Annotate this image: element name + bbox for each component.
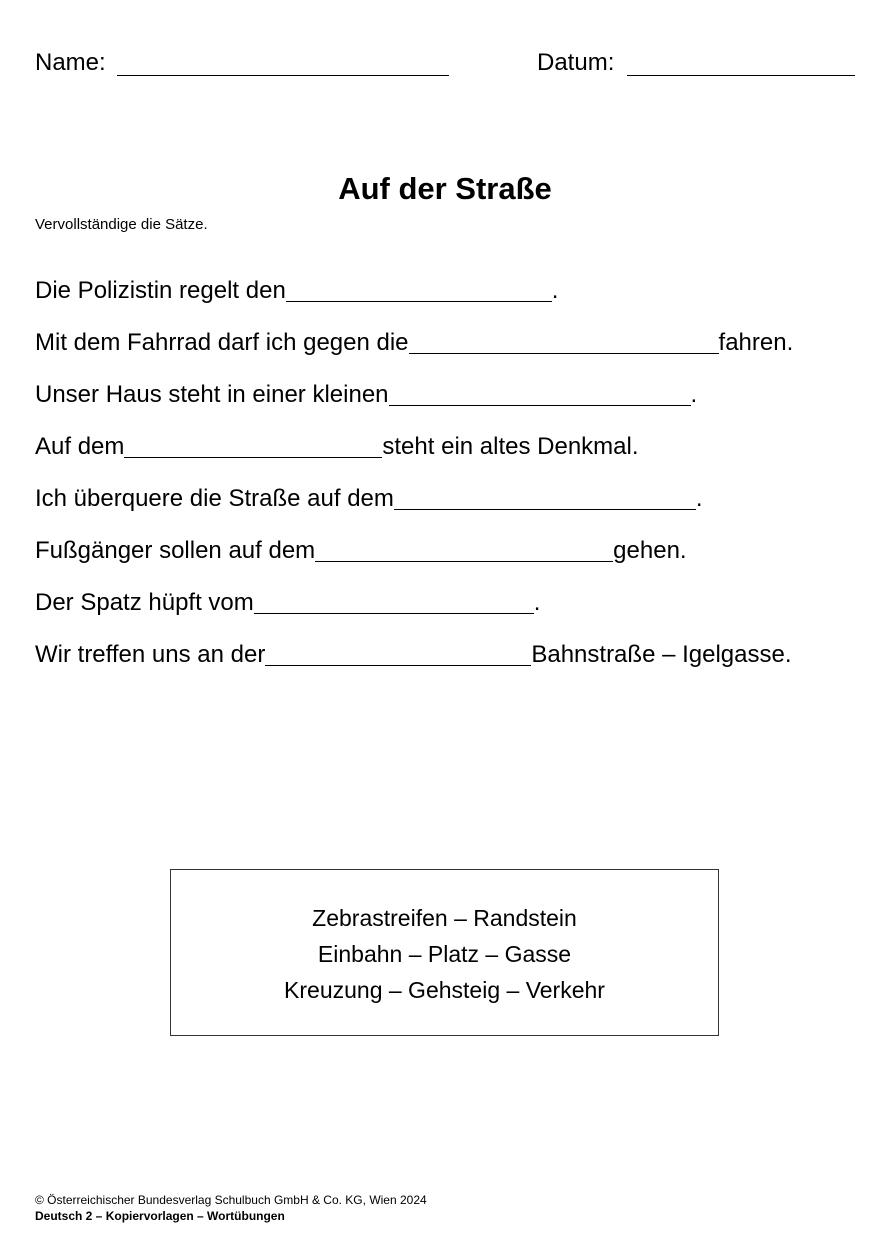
answer-blank[interactable]	[315, 541, 613, 562]
instruction-text: Vervollständige die Sätze.	[35, 216, 208, 233]
sentence-text: Auf dem	[35, 433, 125, 460]
sentence-text: Die Polizistin regelt den	[35, 277, 286, 304]
sentence-text: steht ein altes Denkmal.	[382, 433, 639, 460]
answer-blank[interactable]	[286, 281, 552, 302]
sentence-text: Bahnstraße – Igelgasse.	[531, 641, 792, 668]
sentence-2	[35, 327, 855, 379]
answer-blank[interactable]	[394, 489, 696, 510]
copyright-text: © Österreichischer Bundesverlag Schulbuch GmbH & Co. KG, Wien 2024	[35, 1193, 427, 1207]
word-bank	[170, 869, 719, 1036]
word-bank-line: Einbahn – Platz – Gasse	[317, 941, 572, 967]
sentence-text: Der Spatz hüpft vom	[35, 589, 254, 616]
answer-blank[interactable]	[389, 385, 691, 406]
sentence-text: .	[533, 589, 541, 616]
sentence-text: Ich überquere die Straße auf dem	[35, 485, 394, 512]
sentence-text: .	[695, 485, 703, 512]
series-text: Deutsch 2 – Kopiervorlagen – Wortübungen	[35, 1209, 285, 1223]
sentence-text: gehen.	[613, 537, 687, 564]
date-field[interactable]	[627, 75, 855, 76]
footer	[35, 1192, 427, 1224]
sentence-6	[35, 535, 855, 587]
sentence-text: Mit dem Fahrrad darf ich gegen die	[35, 329, 409, 356]
sentence-5	[35, 483, 855, 535]
sentence-4	[35, 431, 855, 483]
sentence-text: Wir treffen uns an der	[35, 641, 266, 668]
answer-blank[interactable]	[265, 645, 531, 666]
sentence-text: .	[690, 381, 698, 408]
sentence-8	[35, 639, 855, 691]
answer-blank[interactable]	[124, 437, 382, 458]
worksheet-title: Auf der Straße	[338, 171, 552, 206]
answer-blank[interactable]	[254, 593, 534, 614]
sentence-text: fahren.	[718, 329, 794, 356]
sentence-list	[35, 275, 855, 691]
name-label: Name:	[35, 49, 106, 76]
word-bank-line: Kreuzung – Gehsteig – Verkehr	[284, 977, 605, 1003]
name-field[interactable]	[117, 75, 449, 76]
answer-blank[interactable]	[409, 333, 719, 354]
sentence-1	[35, 275, 855, 327]
sentence-7	[35, 587, 855, 639]
sentence-text: .	[551, 277, 559, 304]
sentence-text: Fußgänger sollen auf dem	[35, 537, 316, 564]
word-bank-line: Zebrastreifen – Randstein	[312, 905, 577, 931]
date-label: Datum:	[537, 49, 615, 76]
sentence-3	[35, 379, 855, 431]
header-row	[35, 48, 855, 82]
sentence-text: Unser Haus steht in einer kleinen	[35, 381, 389, 408]
